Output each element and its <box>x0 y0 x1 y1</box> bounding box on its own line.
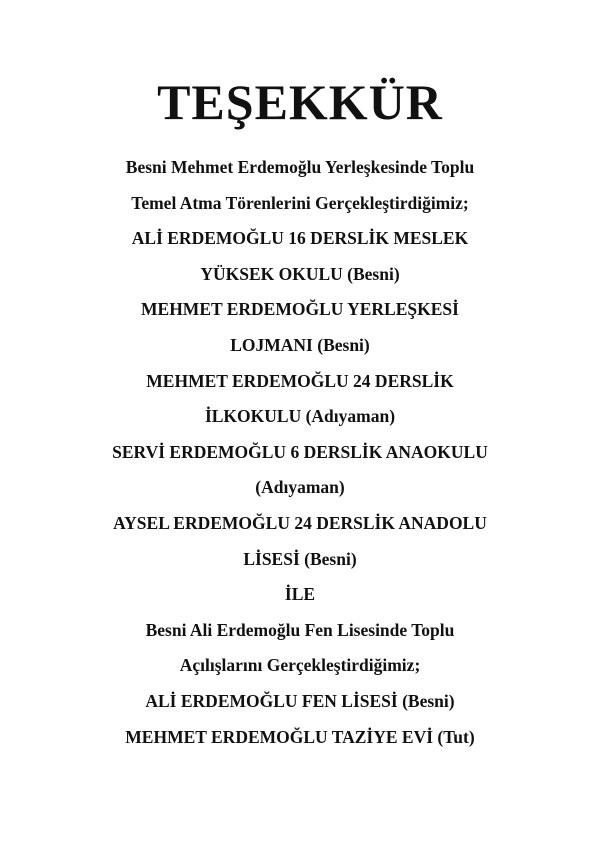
text-line: SERVİ ERDEMOĞLU 6 DERSLİK ANAOKULU <box>112 441 488 462</box>
body-text <box>0 150 600 755</box>
text-line: YÜKSEK OKULU (Besni) <box>200 263 400 284</box>
text-line: LİSESİ (Besni) <box>243 548 357 569</box>
text-line: (Adıyaman) <box>255 477 345 498</box>
text-line: Açılışlarını Gerçekleştirdiğimiz; <box>179 655 421 676</box>
text-line: MEHMET ERDEMOĞLU YERLEŞKESİ <box>141 299 459 320</box>
text-line: ALİ ERDEMOĞLU 16 DERSLİK MESLEK <box>131 228 469 249</box>
text-line: Temel Atma Törenlerini Gerçekleştirdiğimiz; <box>131 192 469 213</box>
text-line: Besni Mehmet Erdemoğlu Yerleşkesinde Toplu <box>125 157 475 177</box>
text-line: LOJMANI (Besni) <box>230 334 370 355</box>
page-title: TEŞEKKÜR <box>157 74 443 130</box>
text-line: İLE <box>284 584 316 605</box>
text-line: MEHMET ERDEMOĞLU 24 DERSLİK <box>146 370 454 391</box>
text-line: ALİ ERDEMOĞLU FEN LİSESİ (Besni) <box>145 690 455 711</box>
text-line: Besni Ali Erdemoğlu Fen Lisesinde Toplu <box>145 619 455 640</box>
text-line: İLKOKULU (Adıyaman) <box>204 406 396 427</box>
text-line: MEHMET ERDEMOĞLU TAZİYE EVİ (Tut) <box>125 726 475 747</box>
text-line: AYSEL ERDEMOĞLU 24 DERSLİK ANADOLU <box>113 512 487 533</box>
